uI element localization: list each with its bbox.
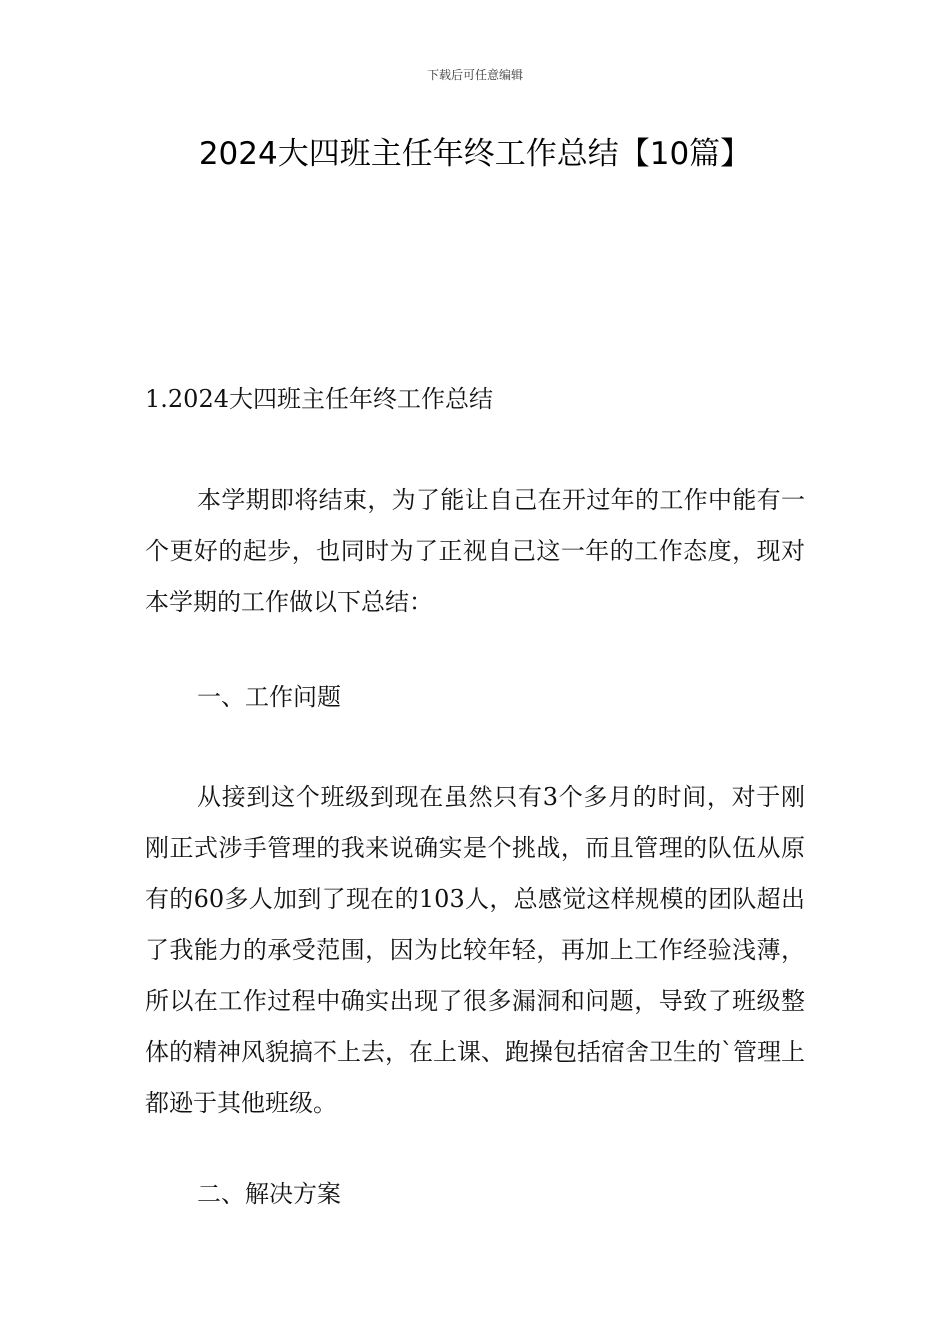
document-title: 2024大四班主任年终工作总结【10篇】 — [198, 136, 752, 172]
header-note: 下载后可任意编辑 — [426, 68, 523, 82]
heading-work-problems: 一、工作问题 — [197, 683, 341, 711]
work-problems-paragraph: 从接到这个班级到现在虽然只有3个多月的时间，对于刚刚正式涉手管理的我来说确实是个挑战，而且管理的队伍从原有的60多人加到了现在的103人，总感觉这样规模的团队超出了我能力的承受范围，因为比较年轻，再加上工作经验浅薄，所以在工作过程中确实出现了很多漏洞和问题，导致了班级整体的精神风貌搞不上去，在上课、跑操包括宿舍卫生的`管理上都逊于其他班级。 — [145, 783, 805, 1117]
heading-solutions: 二、解决方案 — [197, 1180, 341, 1208]
section-title: 1.2024大四班主任年终工作总结 — [145, 385, 493, 413]
intro-paragraph: 本学期即将结束，为了能让自己在开过年的工作中能有一个更好的起步，也同时为了正视自己这一年的工作态度，现对本学期的工作做以下总结： — [145, 486, 805, 616]
